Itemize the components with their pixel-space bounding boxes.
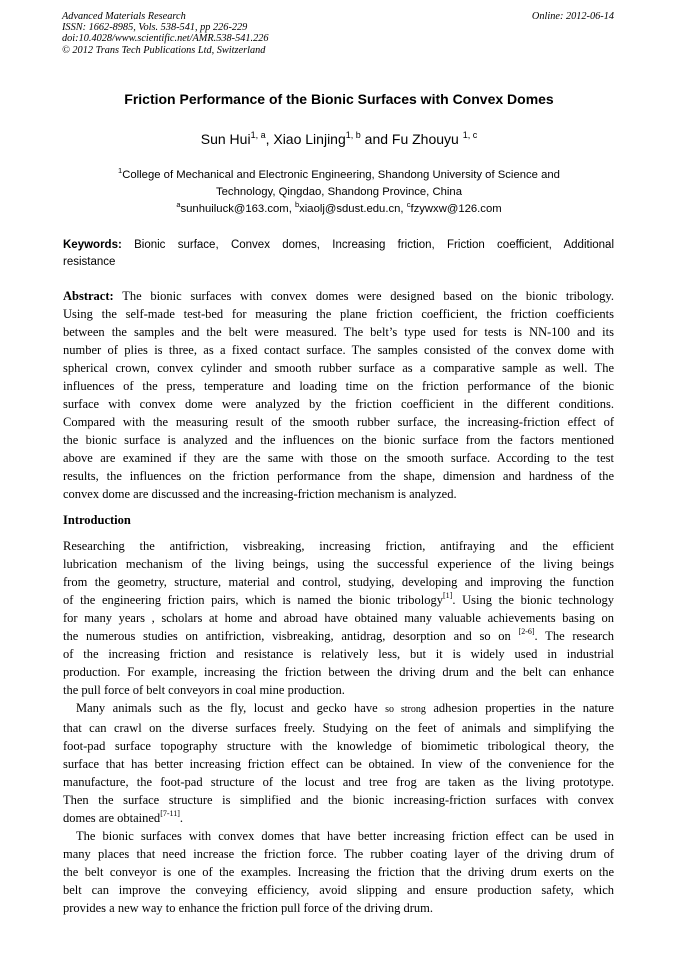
email-address[interactable]: fzywxw@126.com [410, 203, 502, 215]
body-line: from the geometry, structure, material and control, studying, developing and improving the function [63, 575, 614, 589]
affiliation-line: $^1$College of Mechanical and Electronic Engineering, Shandong University of Science and [118, 166, 560, 181]
body-line: surface that has better increasing friction effect can be obtained. In view of the convenience for the [63, 757, 614, 771]
abstract-block: Abstract: The bionic surfaces with convex domes were designed based on the bionic tribology. Using the self-made test-bed for measuring the plane friction coefficient, the friction coefficients between the samples and the belt were measured. The belt’s type used for tests is NN-100 and its number of plies is three, as a fixed contact surface. The samples consisted of the convex dome with spherical crown, convex cylinder and smooth rubber surface as a comparative sample as well. The influences of the press, temperature and loading time on the friction performance of the bionic surface with convex dome were analyzed by the friction coefficient in the different conditions. Compared with the measuring result of the smooth rubber surface, the increasing-friction effect of the bionic surface is analyzed and the influences on the bionic surface from the factors mentioned above are examined if they are the same with those on the smooth surface. According to the test results, the influences on the friction performance from the shape, dimension and hardness of the convex dome are discussed and the increasing-friction mechanism is analyzed. [63, 289, 614, 501]
body-line: for many years , scholars at home and abroad have obtained many valuable achievements basing on [63, 611, 614, 625]
abstract-line: between the samples and the belt were measured. The belt’s type used for tests is NN-100 and its [63, 325, 614, 339]
introduction-body [63, 537, 614, 917]
body-line: belt can improve the conveying efficiency, avoid slipping and ensure production safety, which [63, 883, 614, 897]
abstract-line: the bionic surface is analyzed and the influences on the bionic surface from the factors mentioned [63, 433, 614, 447]
body-line: manufacture, the foot-pad structure of the locust and tree frog are taken as the living prototype. [63, 775, 614, 789]
body-line: lubrication mechanism of the living beings, using the successful experience of the living beings [63, 557, 614, 571]
affiliation-line: Technology, Qingdao, Shandong Province, China [216, 186, 462, 198]
body-line: provides a new way to enhance the friction pull force of the driving drum. [63, 901, 434, 915]
author-list [0, 131, 678, 147]
doi-line: doi:10.4028/www.scientific.net/AMR.538-541.226 [62, 33, 269, 45]
citation-ref[interactable]: [2-6] [518, 627, 535, 636]
body-line: The bionic surfaces with convex domes that have better increasing friction effect can be used in [76, 829, 614, 843]
keywords-text: Bionic surface, Convex domes, Increasing friction, Friction coefficient, Additional [121, 239, 614, 251]
body-line: domes are obtained[7-11]. [63, 809, 184, 825]
abstract-line: Compared with the measuring result of the smooth rubber surface, the increasing-friction effect of [63, 415, 614, 429]
body-line: Many animals such as the fly, locust and gecko have so strong adhesion properties in the nature [76, 701, 614, 715]
author-separator: and [360, 131, 392, 147]
paper-title: Friction Performance of the Bionic Surfaces with Convex Domes [124, 91, 554, 107]
abstract-line: surface with convex dome were analyzed by the friction coefficient in the different conditions. [63, 397, 614, 411]
body-line: many places that need increase the friction force. The rubber coating layer of the driving drum of [63, 847, 614, 861]
body-line: the numerous studies on antifriction, visbreaking, antidrag, desorption and so on [2-6]. The research [63, 627, 614, 643]
copyright-line: © 2012 Trans Tech Publications Ltd, Switzerland [62, 44, 266, 56]
journal-header [62, 11, 614, 56]
author-name: Sun Hui [200, 131, 251, 147]
abstract-line: above are examined if they are the same with those on the smooth surface. According to the test [63, 451, 614, 465]
issn-line: ISSN: 1662-8985, Vols. 538-541, pp 226-229 [62, 22, 248, 34]
body-line: production. For example, increasing the friction between the driving drum and the belt can enhance [63, 665, 614, 679]
author-affiliation-mark: 1, b [345, 130, 361, 140]
email-line: $^a$sunhuiluck@163.com, $^b$xiaolj@sdust.edu.cn, $^c$fzywxw@126.com [176, 200, 502, 215]
abstract-line: convex dome are discussed and the increasing-friction mechanism is analyzed. [63, 487, 457, 501]
body-line: the pull force of belt conveyors in coal mine production. [63, 683, 345, 697]
journal-name: Advanced Materials Research [62, 11, 186, 22]
email-address[interactable]: sunhuiluck@163.com [180, 203, 289, 215]
author-name: Xiao Linjing [273, 131, 346, 147]
abstract-label: Abstract: [63, 289, 114, 303]
body-line: the belt conveyor is one of the examples. Increasing the friction that the driving drum exerts on the [63, 865, 614, 879]
keywords-label: Keywords: [63, 239, 122, 251]
author-name: Fu Zhouyu [391, 131, 459, 147]
keywords-block [63, 237, 614, 271]
body-line: of the increasing friction and resistance is relatively less, but it is widely used in industrial [63, 647, 614, 661]
affiliation-block [72, 167, 606, 218]
author-separator: , [265, 131, 274, 147]
author-affiliation-mark: 1, a [250, 130, 266, 140]
affiliation-mark: 1 [118, 166, 123, 175]
abstract-line: results, the influences on the friction performance from the shape, dimension and hardness of the [63, 469, 614, 483]
citation-ref[interactable]: [1] [443, 591, 453, 600]
abstract-line: number of plies is three, as a fixed contact surface. The samples consisted of the convex dome with [63, 343, 614, 357]
abstract-line: spherical crown, convex cylinder and smooth rubber surface as a comparative sample as well. The [63, 361, 614, 375]
body-line: Researching the antifriction, visbreaking, increasing friction, antifraying and the efficient [63, 539, 614, 553]
abstract-line: influences of the press, temperature and loading time on the friction performance of the bionic [63, 379, 614, 393]
body-line: foot-pad surface topography structure with the knowledge of biomimetic tribological theory, the [63, 739, 614, 753]
section-heading: Introduction [63, 513, 131, 527]
body-line: that can crawl on the diverse surfaces freely. Studying on the feet of animals and simplifying the [63, 721, 614, 735]
abstract-line: Using the self-made test-bed for measuring the plane friction coefficient, the friction coefficients [63, 307, 614, 321]
body-line: of the engineering friction pairs, which is named the bionic tribology[1]. Using the bionic technology [63, 591, 615, 607]
keywords-text: resistance [63, 256, 116, 268]
citation-ref[interactable]: [7-11] [160, 809, 180, 818]
email-address[interactable]: xiaolj@sdust.edu.cn [299, 203, 401, 215]
body-line: Then the surface structure is simplified and the bionic increasing-friction surfaces with convex [63, 793, 614, 807]
author-affiliation-mark: 1, c [462, 130, 478, 140]
online-date: Online: 2012-06-14 [531, 11, 614, 22]
